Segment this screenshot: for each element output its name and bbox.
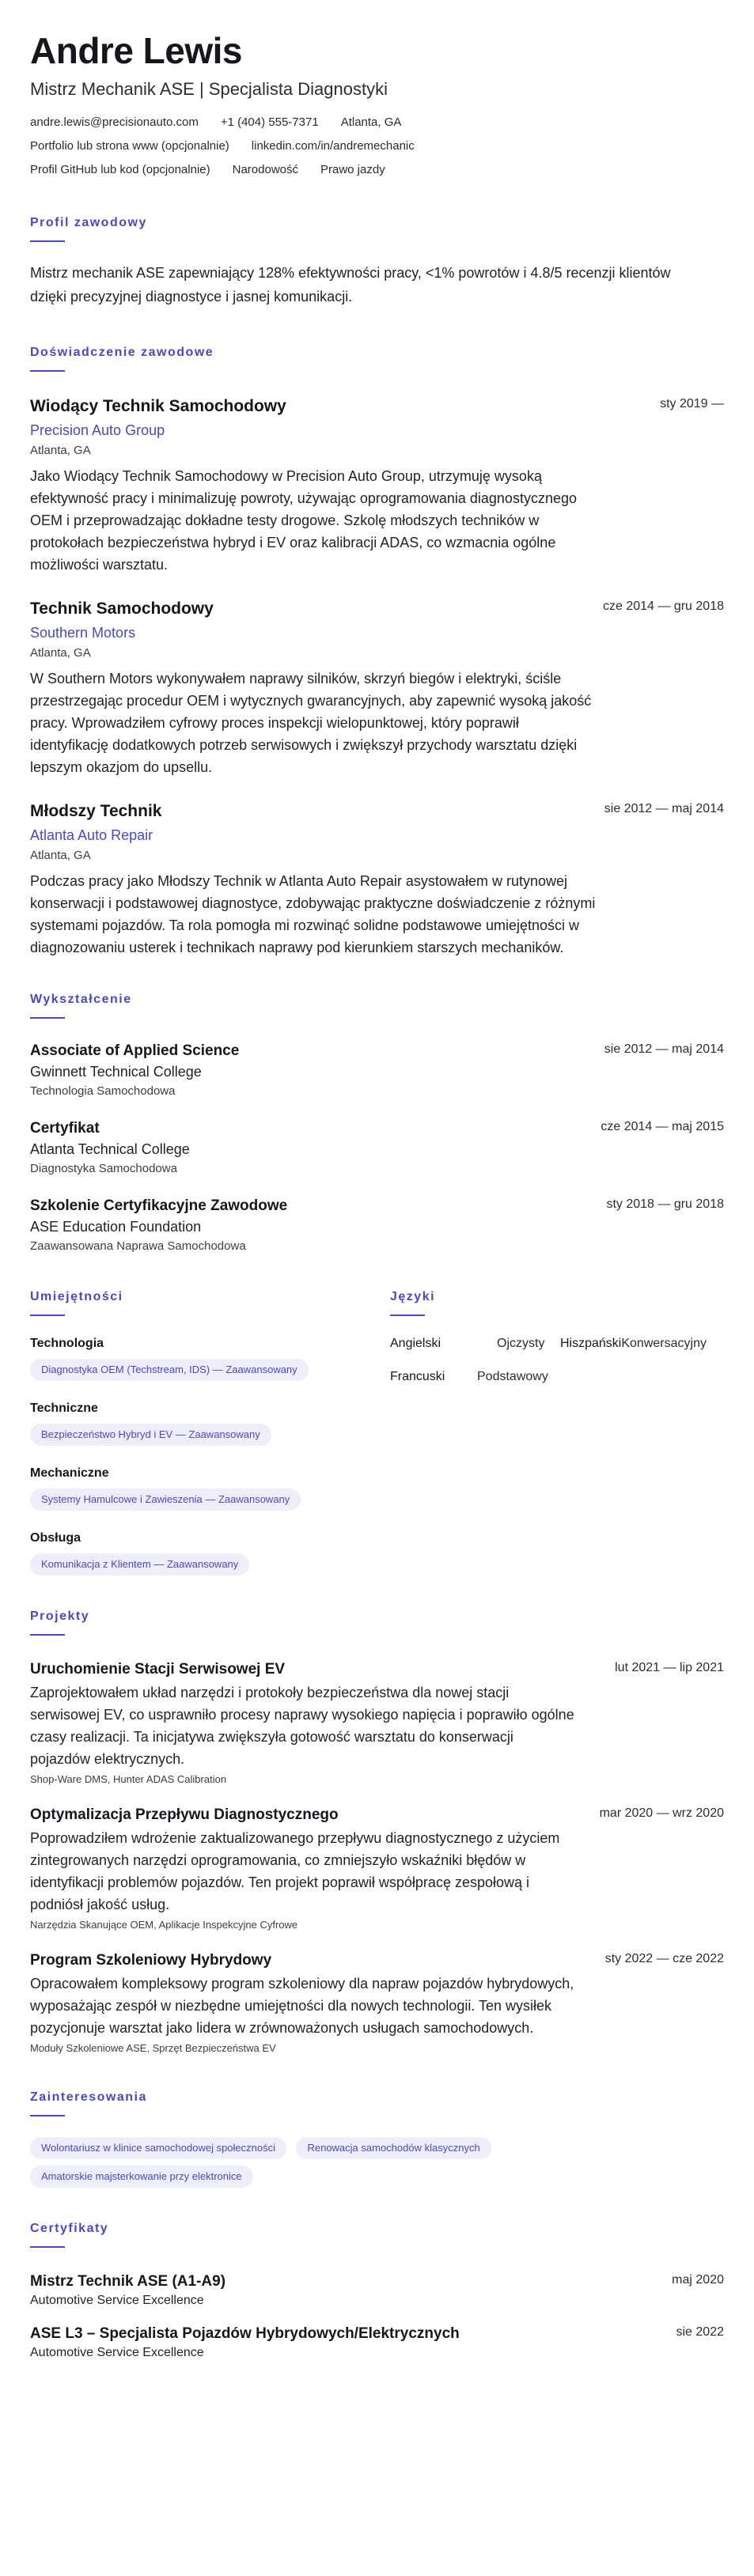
certificate-name: Mistrz Technik ASE (A1-A9) xyxy=(30,2273,226,2290)
company-name: Precision Auto Group xyxy=(30,422,165,438)
contact-block xyxy=(30,111,724,182)
candidate-name: Andre Lewis xyxy=(30,30,243,71)
projects-section xyxy=(30,1609,724,2056)
project-title: Uruchomienie Stacji Serwisowej EV xyxy=(30,1661,286,1678)
certificate-date: maj 2020 xyxy=(672,2273,724,2287)
certificate-date: sie 2022 xyxy=(676,2325,724,2339)
languages-column xyxy=(390,1289,724,1575)
project-description: Zaprojektowałem układ narzędzi i protokoły bezpieczeństwa dla nowej stacji serwisowej EV, co usprawniło procesy naprawy wysokiego napięcia i poprawiło ogólne czasy realizacji. Ta inicjatywa zwiększyła gotowość warsztatu do konserwacji pojazdów elektrycznych. xyxy=(30,1685,574,1767)
job-location: Atlanta, GA xyxy=(30,849,91,862)
language-level: Konwersacyjny xyxy=(621,1337,707,1350)
section-divider xyxy=(30,1017,65,1019)
job-location: Atlanta, GA xyxy=(30,646,91,660)
certificate-issuer: Automotive Service Excellence xyxy=(30,2294,204,2307)
language-item xyxy=(390,1368,548,1386)
education-date: sie 2012 — maj 2014 xyxy=(604,1042,724,1056)
institution-name: Atlanta Technical College xyxy=(30,1141,190,1157)
institution-name: ASE Education Foundation xyxy=(30,1219,202,1235)
language-level: Podstawowy xyxy=(477,1370,548,1383)
contact-nationality: Narodowość xyxy=(232,163,298,176)
language-level: Ojczysty xyxy=(497,1337,545,1350)
project-tools: Moduły Szkoleniowe ASE, Sprzęt Bezpieczeństwa EV xyxy=(30,2042,276,2054)
contact-row xyxy=(30,134,724,158)
project-title: Program Szkoleniowy Hybrydowy xyxy=(30,1952,272,1969)
education-date: cze 2014 — maj 2015 xyxy=(601,1120,724,1133)
education-section xyxy=(30,992,724,1256)
skill-group xyxy=(30,1335,390,1381)
contact-phone[interactable]: +1 (404) 555-7371 xyxy=(220,115,319,129)
job-date: sie 2012 — maj 2014 xyxy=(604,802,724,815)
section-divider xyxy=(390,1314,425,1316)
skill-chip: Komunikacja z Klientem — Zaawansowany xyxy=(30,1553,249,1575)
company-name: Southern Motors xyxy=(30,625,136,641)
job-location: Atlanta, GA xyxy=(30,444,91,457)
project-date: sty 2022 — cze 2022 xyxy=(604,1952,724,1965)
education-entry xyxy=(30,1118,724,1178)
contact-row xyxy=(30,158,724,182)
contact-portfolio[interactable]: Portfolio lub strona www (opcjonalnie) xyxy=(30,139,229,153)
skill-chip: Diagnostyka OEM (Techstream, IDS) — Zaawansowany xyxy=(30,1359,309,1381)
job-description: W Southern Motors wykonywałem naprawy silników, skrzyń biegów i elektryki, ściśle przestrzegając procedur OEM i wytycznych gwarancyjnych, aby zapewnić wysoką jakość pracy. Wprowadziłem cyfrowy proces inspekcji wielopunktowej, który poprawił identyfikację dodatkowych potrzeb serwisowych i zwiększył przychody warsztatu dzięki lepszym okazjom do upsellu. xyxy=(30,671,592,775)
contact-github[interactable]: Profil GitHub lub kod (opcjonalnie) xyxy=(30,163,210,176)
interest-chip: Amatorskie majsterkowanie przy elektronice xyxy=(30,2166,253,2188)
interest-chip: Renowacja samochodów klasycznych xyxy=(296,2137,491,2159)
project-title: Optymalizacja Przepływu Diagnostycznego xyxy=(30,1806,339,1823)
job-title: Wiodący Technik Samochodowy xyxy=(30,397,286,415)
skills-column xyxy=(30,1289,390,1575)
skill-category: Techniczne xyxy=(30,1401,98,1415)
degree-title: Certyfikat xyxy=(30,1120,100,1137)
section-title: Umiejętności xyxy=(30,1290,123,1303)
interests-section xyxy=(30,2090,724,2188)
section-divider xyxy=(30,2115,65,2116)
degree-title: Szkolenie Certyfikacyjne Zawodowe xyxy=(30,1197,288,1214)
job-title: Młodszy Technik xyxy=(30,802,162,820)
project-date: mar 2020 — wrz 2020 xyxy=(599,1806,724,1820)
company-name: Atlanta Auto Repair xyxy=(30,827,153,843)
language-name: Angielski xyxy=(390,1337,441,1350)
experience-entry xyxy=(30,598,724,778)
skills-languages-section xyxy=(30,1289,724,1575)
certificate-entry xyxy=(30,2324,724,2362)
language-row xyxy=(390,1335,724,1352)
contact-row xyxy=(30,111,724,134)
certificates-section xyxy=(30,2221,724,2362)
section-title: Certyfikaty xyxy=(30,2222,109,2235)
skill-category: Mechaniczne xyxy=(30,1466,109,1480)
study-field: Diagnostyka Samochodowa xyxy=(30,1162,177,1175)
contact-driving-license: Prawo jazdy xyxy=(320,163,385,176)
language-name: Hiszpański xyxy=(560,1337,622,1350)
skill-group xyxy=(30,1465,390,1511)
degree-title: Associate of Applied Science xyxy=(30,1042,240,1059)
section-title: Projekty xyxy=(30,1610,90,1623)
section-divider xyxy=(30,1634,65,1636)
job-description: Jako Wiodący Technik Samochodowy w Precision Auto Group, utrzymuję wysoką efektywność pracy i minimalizuję powroty, używając oprogramowania diagnostycznego OEM i przeprowadzając dokładne testy drogowe. Szkolę młodszych techników w protokołach bezpieczeństwa hybryd i EV oraz kalibracji ADAS, co wzmacnia ogólne możliwości warsztatu. xyxy=(30,468,577,573)
section-divider xyxy=(30,370,65,372)
interest-chip: Wolontariusz w klinice samochodowej społeczności xyxy=(30,2137,286,2159)
section-title: Zainteresowania xyxy=(30,2090,147,2104)
certificate-name: ASE L3 – Specjalista Pojazdów Hybrydowych/Elektrycznych xyxy=(30,2325,460,2342)
section-title: Wykształcenie xyxy=(30,993,132,1006)
interest-chips xyxy=(30,2131,726,2188)
project-description: Opracowałem kompleksowy program szkoleniowy dla napraw pojazdów hybrydowych, wyposażając zespół w niezbędne umiejętności dla nowych technologii. Ten wysiłek pozycjonuje warsztat jako lidera w zrównoważonych usługach samochodowych. xyxy=(30,1976,574,2036)
skill-chip: Bezpieczeństwo Hybryd i EV — Zaawansowany xyxy=(30,1424,271,1446)
project-tools: Narzędzia Skanujące OEM, Aplikacje Inspekcyjne Cyfrowe xyxy=(30,1919,298,1931)
summary-section xyxy=(30,215,724,308)
language-item xyxy=(560,1335,707,1352)
section-title: Profil zawodowy xyxy=(30,216,147,229)
study-field: Zaawansowana Naprawa Samochodowa xyxy=(30,1239,246,1253)
skill-category: Technologia xyxy=(30,1337,104,1350)
education-entry xyxy=(30,1196,724,1256)
project-date: lut 2021 — lip 2021 xyxy=(615,1661,724,1674)
experience-entry xyxy=(30,395,724,576)
education-date: sty 2018 — gru 2018 xyxy=(606,1197,724,1211)
contact-linkedin[interactable]: linkedin.com/in/andremechanic xyxy=(251,139,415,153)
language-row xyxy=(390,1368,724,1386)
section-divider xyxy=(30,2246,65,2248)
language-item xyxy=(390,1335,560,1352)
skill-group xyxy=(30,1400,390,1446)
section-divider xyxy=(30,240,65,242)
candidate-headline: Mistrz Mechanik ASE | Specjalista Diagnostyki xyxy=(30,79,388,99)
job-description: Podczas pracy jako Młodszy Technik w Atlanta Auto Repair asystowałem w rutynowej konserwacji i podstawowej diagnostyce, zdobywając praktyczne doświadczenie z różnymi systemami pojazdów. Ta rola pomogła mi rozwinąć solidne podstawowe umiejętności w diagnozowaniu usterek i technikach naprawy pod kierunkiem starszych mechaników. xyxy=(30,873,596,955)
education-entry xyxy=(30,1041,724,1101)
language-name: Francuski xyxy=(390,1370,445,1383)
contact-location: Atlanta, GA xyxy=(340,115,402,129)
skill-category: Obsługa xyxy=(30,1531,81,1545)
certificate-entry xyxy=(30,2271,724,2309)
project-tools: Shop-Ware DMS, Hunter ADAS Calibration xyxy=(30,1773,227,1785)
institution-name: Gwinnett Technical College xyxy=(30,1064,202,1080)
project-entry xyxy=(30,1659,724,1787)
project-entry xyxy=(30,1950,724,2056)
skill-chip: Systemy Hamulcowe i Zawieszenia — Zaawansowany xyxy=(30,1488,301,1511)
contact-email[interactable]: andre.lewis@precisionauto.com xyxy=(30,115,199,129)
job-title: Technik Samochodowy xyxy=(30,600,214,618)
experience-section xyxy=(30,345,724,959)
section-title: Doświadczenie zawodowe xyxy=(30,346,214,359)
job-date: sty 2019 — xyxy=(660,397,724,410)
summary-text: Mistrz mechanik ASE zapewniający 128% efektywności pracy, <1% powrotów i 4.8/5 recenzji klientów dzięki precyzyjnej diagnostyce i jasnej komunikacji. xyxy=(30,265,671,305)
study-field: Technologia Samochodowa xyxy=(30,1084,176,1098)
section-title: Języki xyxy=(390,1290,436,1303)
project-description: Poprowadziłem wdrożenie zaktualizowanego przepływu diagnostycznego z użyciem zintegrowanych narzędzi oprogramowania, co zmniejszyło wskaźniki błędów w identyfikacji problemów pojazdów. Ten projekt poprawił współpracę zespołową i podniósł jakość usług. xyxy=(30,1830,560,1912)
section-divider xyxy=(30,1314,65,1316)
skill-group xyxy=(30,1530,390,1575)
experience-entry xyxy=(30,800,724,959)
certificate-issuer: Automotive Service Excellence xyxy=(30,2346,204,2359)
project-entry xyxy=(30,1805,724,1933)
job-date: cze 2014 — gru 2018 xyxy=(603,600,724,613)
